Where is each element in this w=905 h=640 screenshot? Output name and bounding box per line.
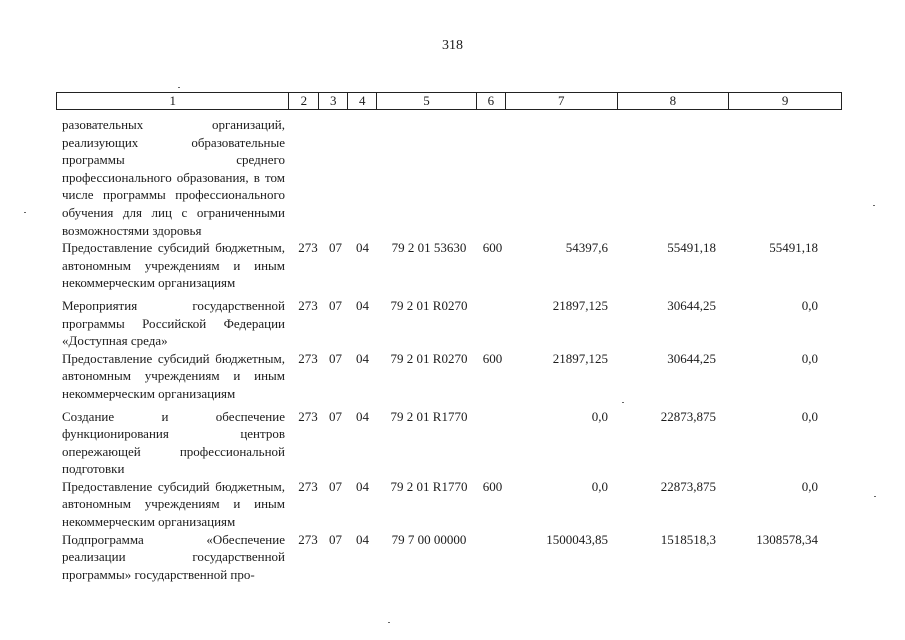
cell-col-8: 30644,25 [667,350,716,366]
scan-speck [178,87,180,88]
cell-col-7: 54397,6 [565,240,608,256]
cell-col-3 [319,116,348,239]
cell-col-9 [730,116,842,239]
scan-speck [874,496,876,497]
cell-col-2 [289,116,319,239]
cell-col-3: 07 [329,478,342,494]
cell-col-7 [506,116,618,239]
table-header-row [56,92,842,110]
table-row [56,239,842,292]
header-col-8: 8 [618,93,730,109]
cell-col-2: 273 [298,350,318,366]
row-name: разовательных организаций, реализующих образовательные программы среднего профессионального образования, в том числе программы профессионального обучения для лиц с ограниченными возможностями здоровья [62,117,285,238]
header-col-4: 4 [348,93,377,109]
cell-col-3: 07 [329,408,342,424]
row-name: Предоставление субсидий бюджетным, автономным учреждениям и иным некоммерческим организациям [62,350,285,401]
cell-col-7: 21897,125 [552,350,608,366]
row-name: Предоставление субсидий бюджетным, автономным учреждениям и иным некоммерческим организациям [62,240,285,291]
cell-col-3: 07 [329,297,342,313]
cell-col-8: 22873,875 [660,408,716,424]
cell-col-7: 21897,125 [552,297,608,313]
cell-col-5: 79 7 00 00000 [391,531,467,547]
cell-col-9: 55491,18 [769,240,818,256]
cell-col-2: 273 [298,531,318,547]
scan-speck [622,402,624,403]
header-col-3: 3 [319,93,348,109]
row-name: Создание и обеспечение функционирования центров опережающей профессиональной подготовки [62,408,285,477]
scan-speck [873,205,875,206]
cell-col-9: 0,0 [801,350,818,366]
cell-col-8: 22873,875 [660,478,716,494]
cell-col-4: 04 [356,478,369,494]
cell-col-3: 07 [329,531,342,547]
page-number: 318 [442,38,463,53]
cell-col-5: 79 2 01 R1770 [390,478,468,494]
cell-col-5: 79 2 01 R1770 [390,408,468,424]
table-row [56,408,842,478]
row-name: Подпрограмма «Обеспечение реализации государственной программы» государственной про- [62,531,285,582]
cell-col-2: 273 [298,240,318,256]
cell-col-3: 07 [329,240,342,256]
cell-col-9: 0,0 [801,408,818,424]
cell-col-6: 600 [482,350,503,366]
row-name: Мероприятия государственной программы Российской Федерации «Доступная среда» [62,297,285,349]
cell-col-8: 55491,18 [667,240,716,256]
header-col-1: 1 [57,93,289,109]
cell-col-6 [477,408,506,478]
cell-col-6 [477,531,506,584]
cell-col-2: 273 [298,297,318,313]
cell-col-4: 04 [356,350,369,366]
cell-col-9: 0,0 [801,478,818,494]
cell-col-5: 79 2 01 53630 [391,240,467,256]
header-col-7: 7 [506,93,618,109]
cell-col-3: 07 [329,350,342,366]
header-col-2: 2 [289,93,319,109]
cell-col-4: 04 [356,297,369,313]
row-name: Предоставление субсидий бюджетным, автономным учреждениям и иным некоммерческим организациям [62,478,285,530]
cell-col-7: 1500043,85 [546,531,608,547]
header-col-9: 9 [781,93,789,108]
cell-col-6: 600 [482,478,503,494]
cell-col-4: 04 [356,531,369,547]
cell-col-4 [348,116,377,239]
cell-col-4: 04 [356,408,369,424]
cell-col-8 [618,116,730,239]
cell-col-4: 04 [356,240,369,256]
table-row [56,478,842,531]
table-row [56,116,842,239]
scan-speck [24,212,26,213]
cell-col-5: 79 2 01 R0270 [390,350,468,366]
cell-col-7: 0,0 [591,478,608,494]
cell-col-7: 0,0 [591,408,608,424]
cell-col-6: 600 [482,240,503,256]
table-row [56,350,842,403]
cell-col-2: 273 [298,408,318,424]
cell-col-2: 273 [298,478,318,494]
table-body [56,116,842,583]
table-row [56,297,842,350]
table-row [56,531,842,584]
scan-speck [388,622,390,623]
cell-col-9: 1308578,34 [756,531,818,547]
cell-col-9: 0,0 [801,297,818,313]
cell-col-8: 1518518,3 [660,531,716,547]
cell-col-5 [377,116,477,239]
header-col-5: 5 [377,93,477,109]
header-col-6: 6 [477,93,506,109]
cell-col-8: 30644,25 [667,297,716,313]
cell-col-5: 79 2 01 R0270 [390,297,468,313]
cell-col-6 [477,297,506,350]
cell-col-6 [477,116,506,239]
